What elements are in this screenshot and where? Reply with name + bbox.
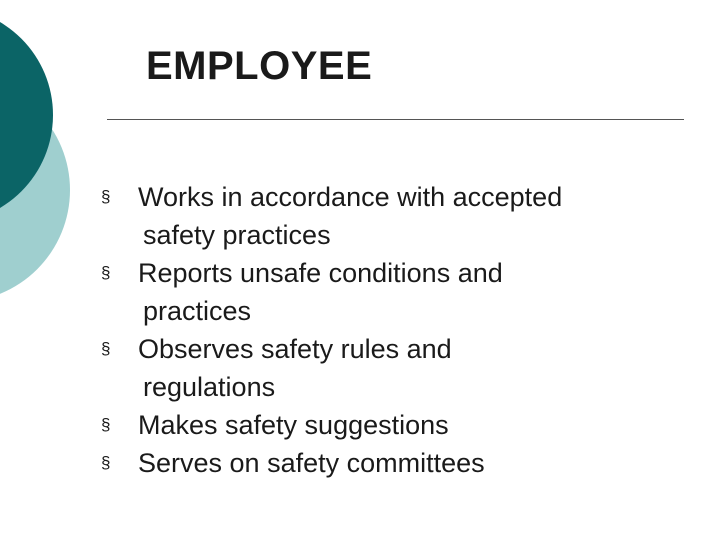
bullet-item — [100, 444, 700, 482]
bullet-item — [100, 330, 700, 406]
bullet-text-continuation: safety practices — [143, 220, 331, 250]
bullet-text: Observes safety rules and — [138, 334, 452, 364]
bullet-marker: § — [101, 263, 111, 282]
bullet-marker: § — [101, 339, 111, 358]
bullet-text: Works in accordance with accepted — [138, 182, 563, 212]
bullet-item — [100, 406, 700, 444]
bullet-marker: § — [101, 415, 111, 434]
bullet-text: Serves on safety committees — [138, 448, 485, 478]
bullet-marker: § — [101, 187, 111, 206]
bullet-item — [100, 178, 700, 254]
decorative-circles — [0, 0, 90, 300]
slide-title: EMPLOYEE — [146, 44, 373, 88]
bullet-text-continuation: regulations — [143, 372, 276, 402]
bullet-text: Makes safety suggestions — [138, 410, 449, 440]
bullet-text-continuation: practices — [143, 296, 252, 326]
bullet-item — [100, 254, 700, 330]
title-divider — [107, 119, 684, 120]
bullet-list — [100, 178, 700, 482]
bullet-text: Reports unsafe conditions and — [138, 258, 503, 288]
bullet-marker: § — [101, 453, 111, 472]
